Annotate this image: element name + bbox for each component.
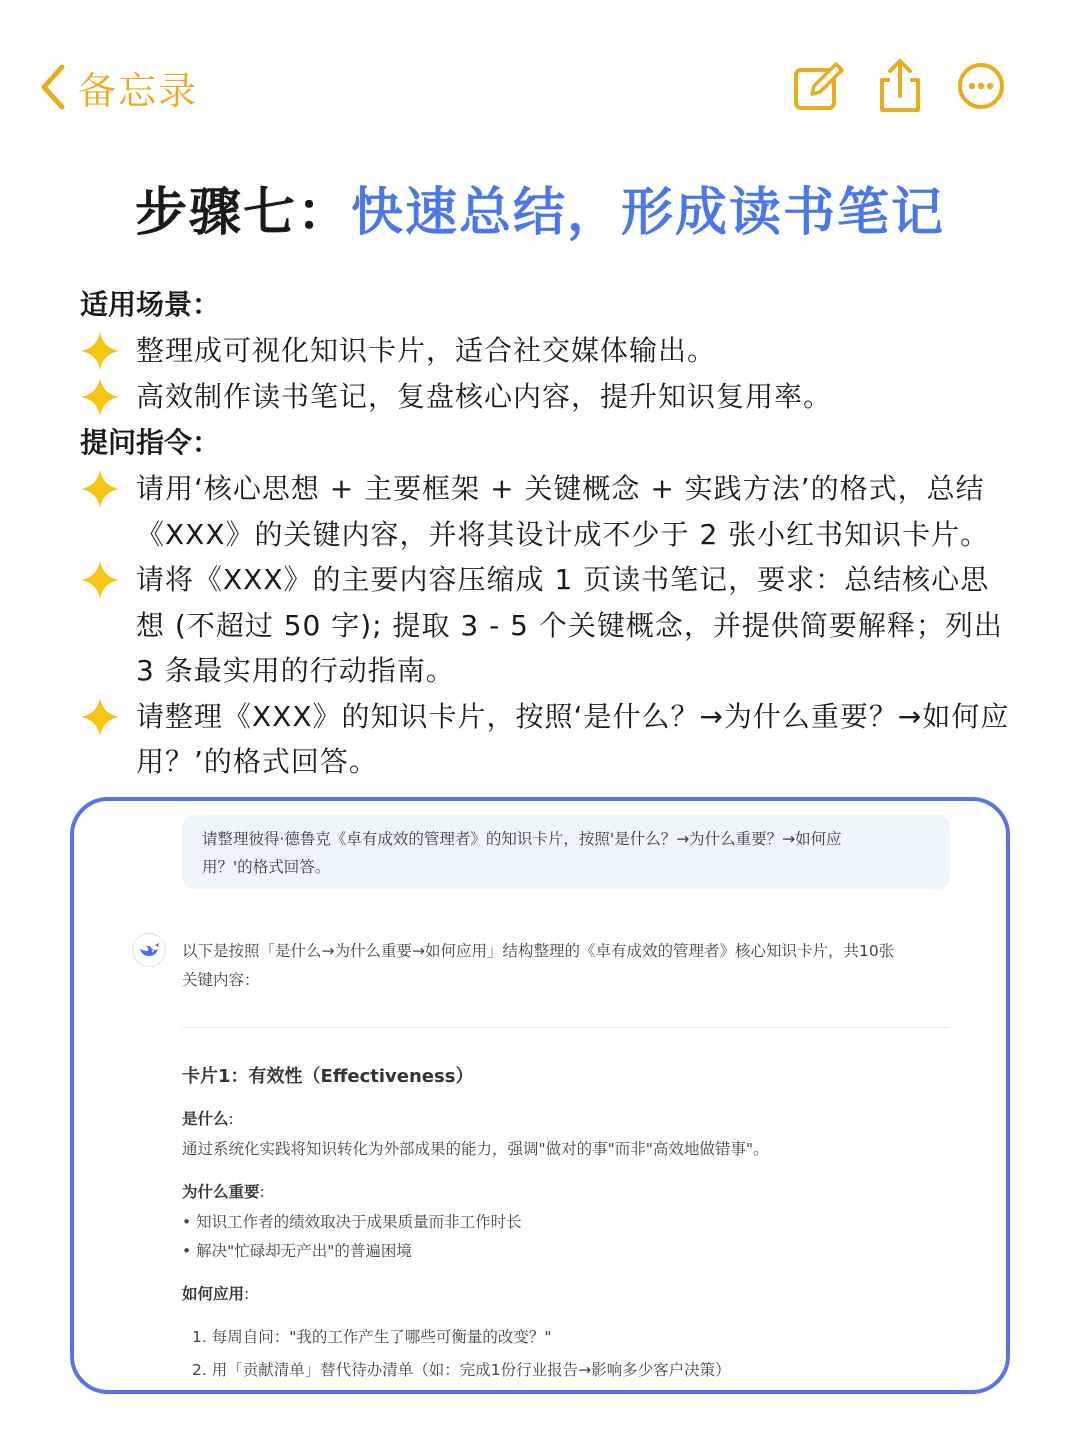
list-item [80,694,1020,785]
knowledge-card-title: 卡片1：有效性（Effectiveness） [182,1066,474,1087]
scenario-text: 整理成可视化知识卡片，适合社交媒体输出。 [136,334,717,367]
assistant-intro-line: 以下是按照「是什么→为什么重要→如何应用」结构整理的《卓有成效的管理者》核心知识卡片，共10张 [182,942,895,960]
why-heading-text: 为什么重要 [182,1183,260,1201]
sparkle-icon [80,557,136,603]
chat-screenshot-card [70,797,1010,1394]
scenario-text: 高效制作读书笔记，复盘核心内容，提升知识复用率。 [136,380,833,413]
scenarios-heading: 适用场景： [80,288,221,321]
why-heading: 为什么重要: [182,1183,265,1201]
sparkle-icon [80,466,136,512]
chevron-left-icon [38,63,68,111]
note-body [80,282,1020,785]
assistant-intro-line: 关键内容： [182,971,260,989]
sparkle-icon [80,694,136,740]
list-item [80,557,1020,694]
title-highlight: 快速总结，形成读书笔记 [351,183,946,243]
prompt-text: 请将《XXX》的主要内容压缩成 1 页读书笔记，要求：总结核心思想 (不超过 50 字); 提取 3 - 5 个关键概念，并提供简要解释；列出 3 条最实用的行动指南。 [136,563,1003,687]
sparkle-icon [80,374,136,420]
list-item [80,466,1020,557]
user-message-line: 用？'的格式回答。 [202,858,331,876]
prompt-text: 请整理《XXX》的知识卡片，按照‘是什么？→为什么重要？→如何应用？’的格式回答。 [136,699,1010,778]
divider [182,1027,950,1028]
prompt-text: 请用‘核心思想 + 主要框架 + 关键概念 + 实践方法’的格式，总结《XXX》的关键内容，并将其设计成不少于 2 张小红书知识卡片。 [136,472,990,551]
how-heading: 如何应用: [182,1285,250,1303]
user-message-line: 请整理彼得·德鲁克《卓有成效的管理者》的知识卡片，按照'是什么？→为什么重要？→如何应 [202,830,842,848]
list-item [80,328,1020,374]
user-message-bubble [182,815,950,889]
back-label: 备忘录 [78,68,199,113]
what-heading: 是什么: [182,1110,234,1128]
why-item: • 知识工作者的绩效取决于成果质量而非工作时长 [182,1213,522,1231]
back-button[interactable] [38,60,198,114]
assistant-avatar-icon [132,933,166,967]
what-body: 通过系统化实践将知识转化为外部成果的能力，强调"做对的事"而非"高效地做错事"。 [182,1140,769,1158]
how-item: 1. 每周自问："我的工作产生了哪些可衡量的改变？" [192,1328,552,1346]
title-prefix: 步骤七： [134,183,351,243]
more-icon[interactable] [955,58,1007,114]
sparkle-icon [80,328,136,374]
assistant-intro [182,937,952,995]
prompts-heading: 提问指令： [80,426,221,459]
compose-icon[interactable] [792,58,844,114]
what-heading-text: 是什么 [182,1110,229,1128]
page-title [0,170,1080,245]
share-icon[interactable] [874,58,926,114]
how-heading-text: 如何应用 [182,1285,245,1303]
why-item: • 解决"忙碌却无产出"的普遍困境 [182,1242,412,1260]
how-item: 2. 用「贡献清单」替代待办清单（如：完成1份行业报告→影响多少客户决策） [192,1361,731,1379]
list-item [80,374,1020,420]
navigation-bar [0,0,1080,150]
